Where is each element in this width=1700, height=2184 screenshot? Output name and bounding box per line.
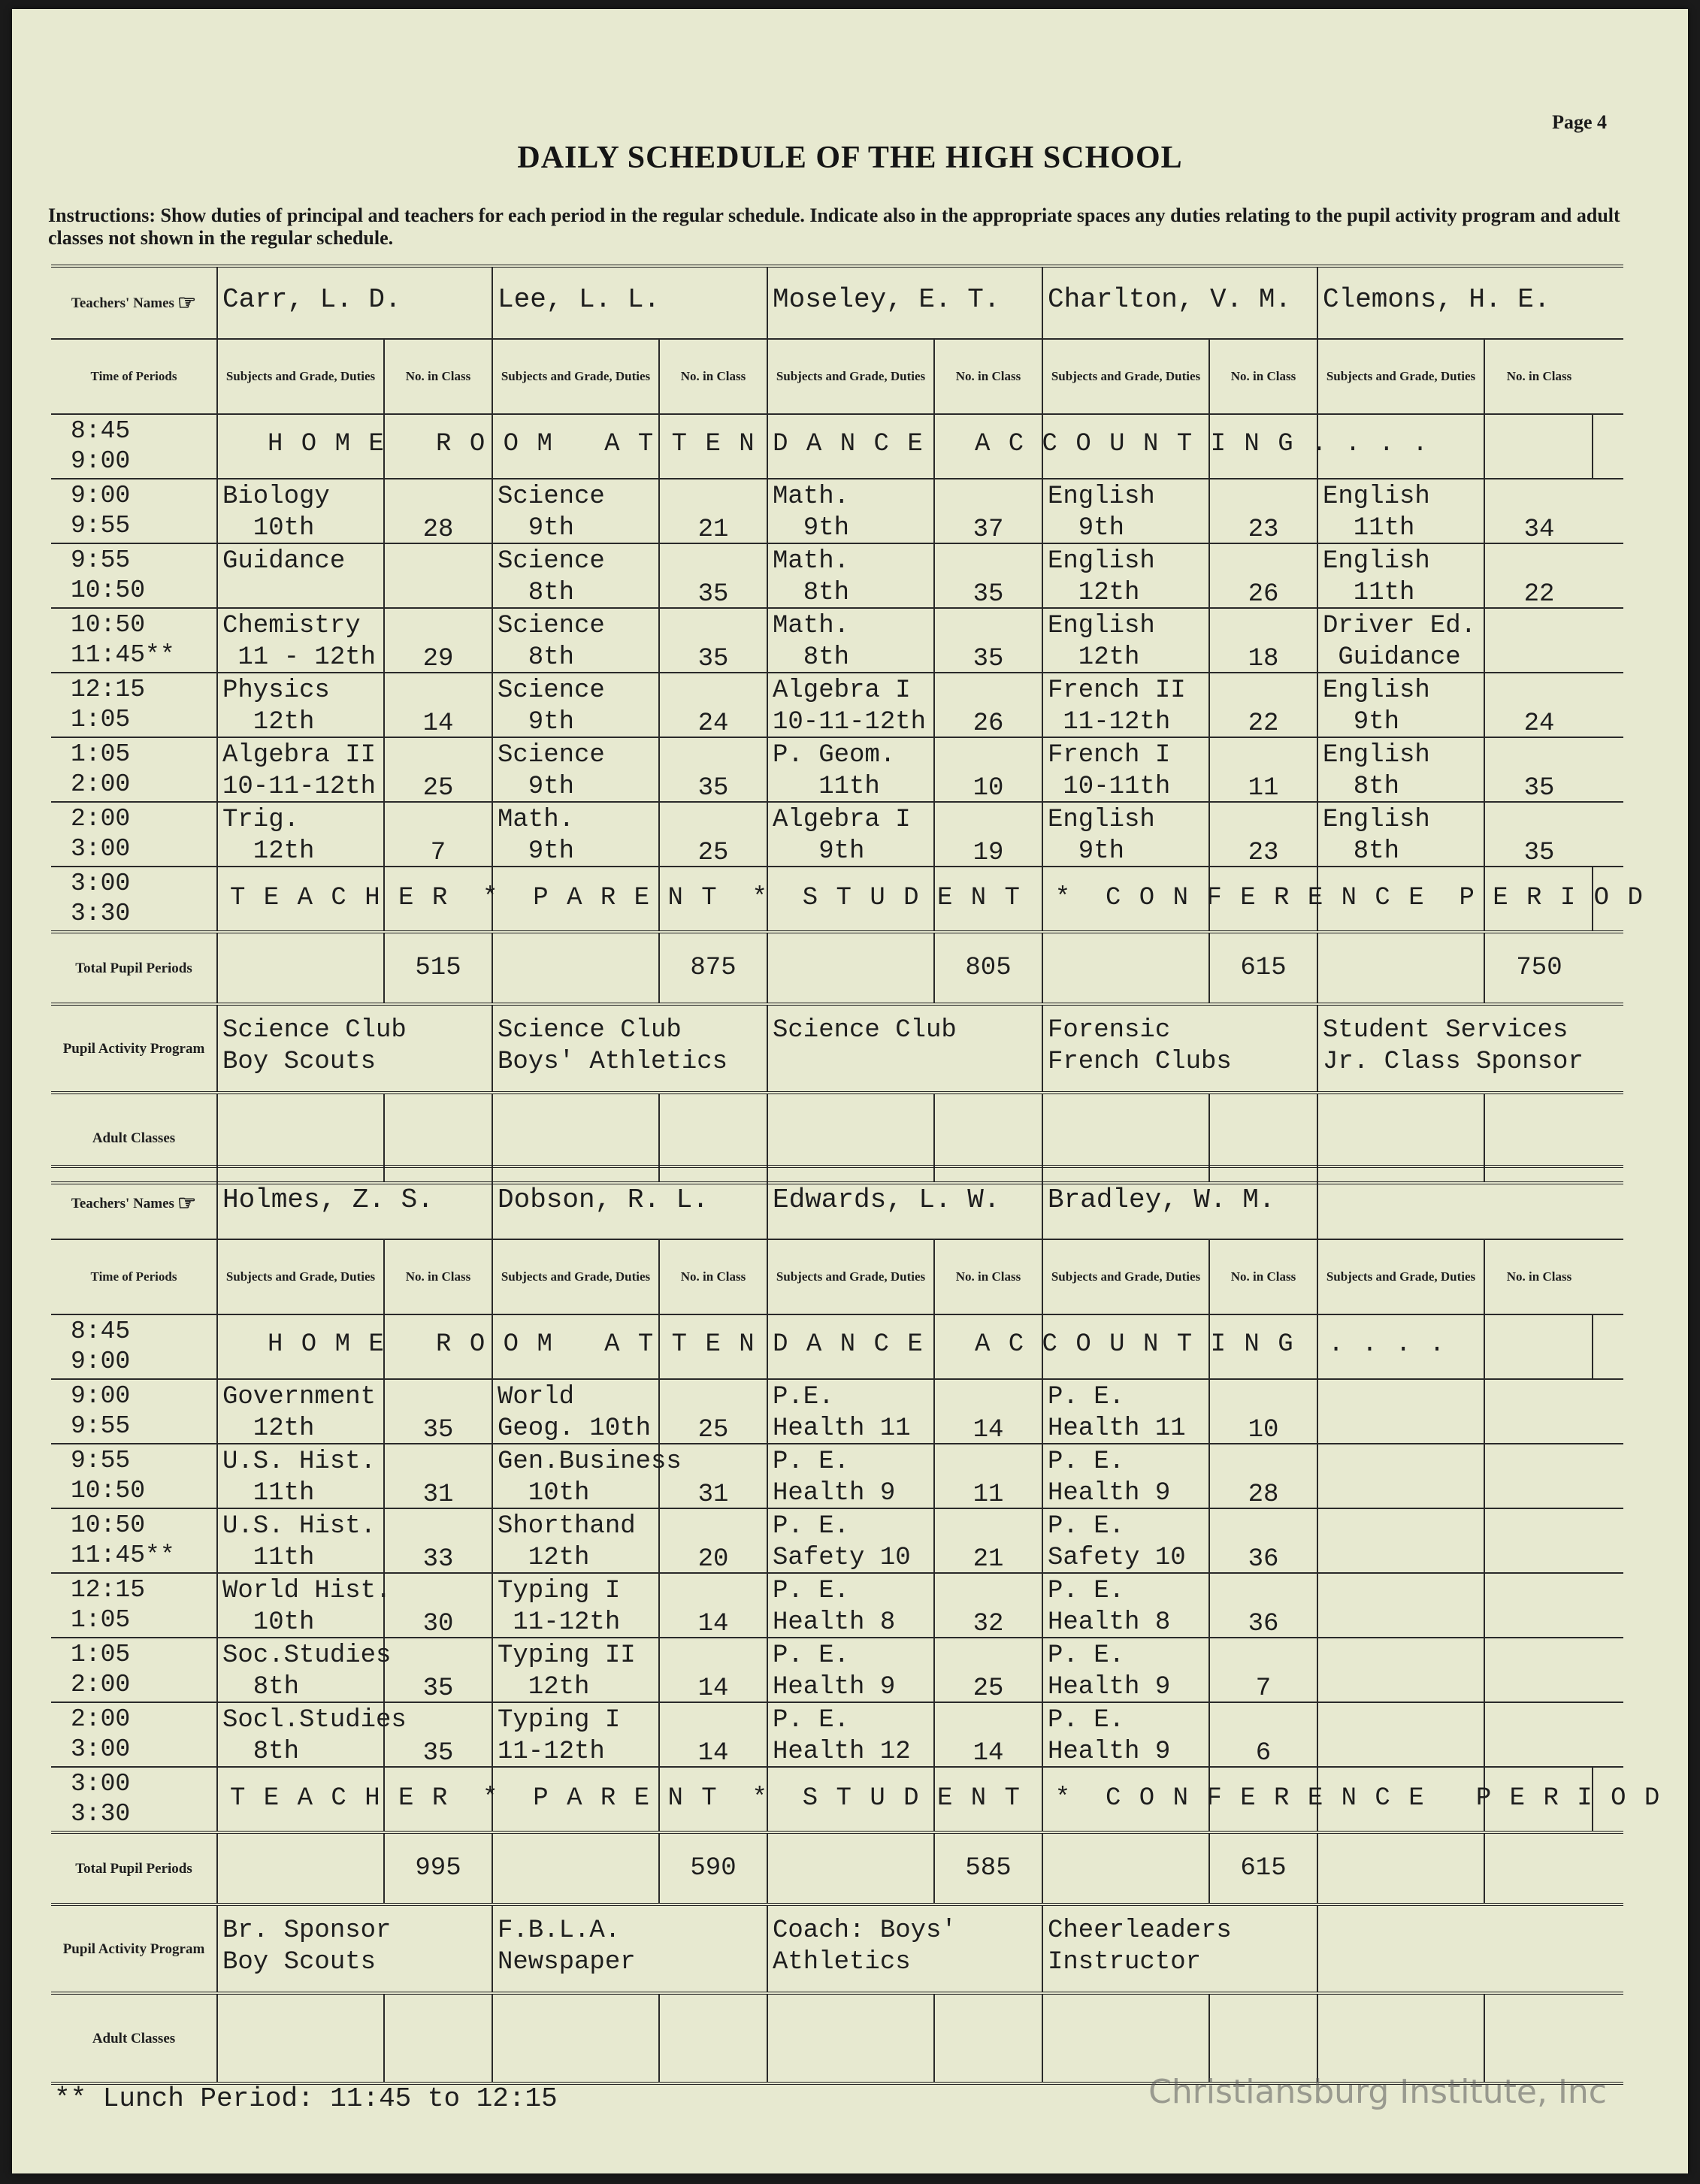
teacher-name: Lee, L. L. xyxy=(493,268,768,338)
activity-cell: F.B.L.A. Newspaper xyxy=(493,1906,768,1992)
conference-row xyxy=(51,1768,1662,1834)
subjects-header: Subjects and Grade, Duties xyxy=(1318,340,1485,413)
column-header-row xyxy=(51,1240,1623,1315)
total-value: 805 xyxy=(935,933,1043,1003)
empty-cell xyxy=(218,933,385,1003)
conference-banner: T E A C H E R * P A R E N T * S T U D E N T * C O N F E R E N C E P E R I O D xyxy=(230,1784,1662,1813)
subject-cell: Science 9th xyxy=(493,479,660,543)
class-count-cell: 32 xyxy=(935,1574,1043,1637)
period-time: 12:15 1:05 xyxy=(51,673,218,737)
pupil-activity-row xyxy=(51,1006,1623,1094)
subject-cell: English 9th xyxy=(1043,479,1210,543)
class-count-cell: 7 xyxy=(385,803,493,866)
pupil-activity-row xyxy=(51,1906,1623,1995)
subject-cell xyxy=(1318,1509,1485,1572)
conference-time: 3:00 3:30 xyxy=(51,1768,218,1831)
class-count-cell: 20 xyxy=(660,1509,768,1572)
class-count-cell xyxy=(1485,1574,1593,1637)
subject-cell xyxy=(1318,1703,1485,1766)
class-count-cell: 25 xyxy=(385,738,493,801)
no-in-class-header: No. in Class xyxy=(385,1240,493,1314)
subject-cell: P. E. Safety 10 xyxy=(768,1509,935,1572)
period-row xyxy=(51,544,1623,609)
subject-cell: Math. 8th xyxy=(768,544,935,607)
no-in-class-header: No. in Class xyxy=(1210,1240,1318,1314)
class-count-cell xyxy=(1485,1380,1593,1443)
conference-banner: T E A C H E R * P A R E N T * S T U D E N T * C O N F E R E N C E P E R I O D xyxy=(230,884,1644,912)
class-count-cell: 35 xyxy=(660,738,768,801)
class-count-cell: 22 xyxy=(1523,580,1555,609)
class-count-cell: 35 xyxy=(385,1380,493,1443)
subject-cell: P. E. Health 9 xyxy=(768,1638,935,1702)
activity-cell: Science Club Boys' Athletics xyxy=(493,1006,768,1091)
empty-cell xyxy=(768,933,935,1003)
no-in-class-header: No. in Class xyxy=(385,340,493,413)
period-row xyxy=(51,1380,1623,1444)
homeroom-row xyxy=(51,415,1623,479)
empty-cell xyxy=(1043,1995,1210,2082)
empty-cell xyxy=(385,1995,493,2082)
class-count-cell xyxy=(385,544,493,607)
subject-cell xyxy=(1318,1444,1485,1508)
total-pupil-periods-row xyxy=(51,933,1623,1006)
empty-cell xyxy=(1485,1995,1593,2082)
class-count-cell: 22 xyxy=(1210,673,1318,737)
total-pupil-periods-row xyxy=(51,1834,1623,1906)
subject-cell: P. E. Safety 10 xyxy=(1043,1509,1210,1572)
homeroom-banner: H O M E R O O M A T T E N D A N C E A C C O U N T I N G . . . . xyxy=(268,430,1429,458)
subject-cell: French II 11-12th xyxy=(1043,673,1210,737)
class-count-cell: 35 xyxy=(935,544,1043,607)
activity-cell: Coach: Boys' Athletics xyxy=(768,1906,1043,1992)
pointing-hand-icon: ☞ xyxy=(177,1191,197,1215)
period-row xyxy=(51,609,1623,673)
activity-cell: Forensic French Clubs xyxy=(1043,1006,1318,1091)
no-in-class-header: No. in Class xyxy=(1506,369,1572,383)
class-count-cell: 24 xyxy=(660,673,768,737)
subject-cell: Algebra I 9th xyxy=(768,803,935,866)
class-count-cell: 33 xyxy=(385,1509,493,1572)
class-count-cell: 7 xyxy=(1210,1638,1318,1702)
class-count-cell: 14 xyxy=(935,1703,1043,1766)
subjects-header: Subjects and Grade, Duties xyxy=(1043,340,1210,413)
class-count-cell: 11 xyxy=(1210,738,1318,801)
subject-cell: Physics 12th xyxy=(218,673,385,737)
teacher-name: Bradley, W. M. xyxy=(1043,1168,1318,1239)
empty-cell xyxy=(1043,933,1210,1003)
class-count-cell: 24 xyxy=(1523,709,1555,738)
teachers-names-text: Teachers' Names xyxy=(71,295,174,311)
subjects-header: Subjects and Grade, Duties xyxy=(1043,1240,1210,1314)
subject-cell: Gen.Business 10th xyxy=(493,1444,660,1508)
class-count-cell: 35 xyxy=(935,609,1043,672)
instructions: Instructions: Show duties of principal and teachers for each period in the regular schedule. Indicate also in the appropriate spaces any duties relating to the pupil activity program and adult classes not shown in the regular schedule. xyxy=(48,204,1620,249)
teacher-names-row xyxy=(51,1168,1623,1240)
subjects-header: Subjects and Grade, Duties xyxy=(218,340,385,413)
total-pupil-periods-label: Total Pupil Periods xyxy=(51,1834,218,1903)
subject-cell: U.S. Hist. 11th xyxy=(218,1509,385,1572)
class-count-cell: 28 xyxy=(1210,1444,1318,1508)
empty-cell xyxy=(1210,1995,1318,2082)
subject-cell: Driver Ed. Guidance xyxy=(1318,609,1485,672)
period-row xyxy=(51,673,1623,738)
teacher-names-row xyxy=(51,268,1623,340)
homeroom-time: 8:45 9:00 xyxy=(51,415,218,478)
class-count-cell: 10 xyxy=(1210,1380,1318,1443)
subject-cell: Government 12th xyxy=(218,1380,385,1443)
conference-time: 3:00 3:30 xyxy=(51,867,218,930)
time-of-periods-header: Time of Periods xyxy=(51,340,218,413)
page-title: DAILY SCHEDULE OF THE HIGH SCHOOL xyxy=(517,141,1183,175)
subject-cell: Typing I 11-12th xyxy=(493,1574,660,1637)
no-in-class-header: No. in Class xyxy=(1210,340,1318,413)
class-count-cell: 25 xyxy=(660,803,768,866)
class-count-cell: 28 xyxy=(385,479,493,543)
empty-cell xyxy=(1485,415,1593,478)
class-count-cell: 10 xyxy=(935,738,1043,801)
subject-cell xyxy=(1318,1574,1485,1637)
period-time: 2:00 3:00 xyxy=(51,803,218,866)
subject-cell: English 11th xyxy=(1318,479,1485,543)
class-count-cell xyxy=(1485,1638,1593,1702)
subject-cell: Science 9th xyxy=(493,673,660,737)
class-count-cell xyxy=(1485,1509,1593,1572)
period-time: 1:05 2:00 xyxy=(51,738,218,801)
total-value xyxy=(1485,1834,1593,1903)
class-count-cell: 30 xyxy=(385,1574,493,1637)
class-count-cell: 35 xyxy=(385,1638,493,1702)
teacher-name: Edwards, L. W. xyxy=(768,1168,1043,1239)
class-count-cell: 14 xyxy=(935,1380,1043,1443)
subject-cell: Science 8th xyxy=(493,609,660,672)
no-in-class-header: No. in Class xyxy=(935,1240,1043,1314)
teachers-names-label xyxy=(51,268,218,338)
subject-cell: P. E. Health 8 xyxy=(1043,1574,1210,1637)
period-time: 9:00 9:55 xyxy=(51,1380,218,1443)
document-sheet xyxy=(12,9,1688,2173)
empty-cell xyxy=(493,933,660,1003)
total-value: 995 xyxy=(385,1834,493,1903)
subjects-header: Subjects and Grade, Duties xyxy=(218,1240,385,1314)
total-value: 515 xyxy=(385,933,493,1003)
subject-cell: Typing II 12th xyxy=(493,1638,660,1702)
subject-cell: English 11th xyxy=(1318,544,1485,607)
period-time: 2:00 3:00 xyxy=(51,1703,218,1766)
class-count-cell: 14 xyxy=(660,1574,768,1637)
pupil-activity-label: Pupil Activity Program xyxy=(51,1906,218,1992)
schedule-table-1 xyxy=(51,265,1644,1184)
class-count-cell: 14 xyxy=(660,1703,768,1766)
class-count-cell: 31 xyxy=(660,1444,768,1508)
subject-cell: English 8th xyxy=(1318,738,1485,801)
subject-cell: P.E. Health 11 xyxy=(768,1380,935,1443)
adult-classes-label: Adult Classes xyxy=(51,1995,218,2082)
no-in-class-header: No. in Class xyxy=(935,340,1043,413)
subject-cell: French I 10-11th xyxy=(1043,738,1210,801)
total-value: 875 xyxy=(660,933,768,1003)
time-of-periods-header: Time of Periods xyxy=(51,1240,218,1314)
class-count-cell: 26 xyxy=(1210,544,1318,607)
period-row xyxy=(51,803,1623,867)
class-count-cell: 21 xyxy=(935,1509,1043,1572)
subject-cell: Chemistry 11 - 12th xyxy=(218,609,385,672)
class-count-cell: 25 xyxy=(935,1638,1043,1702)
period-time: 1:05 2:00 xyxy=(51,1638,218,1702)
class-count-cell: 23 xyxy=(1210,479,1318,543)
homeroom-time: 8:45 9:00 xyxy=(51,1315,218,1378)
period-row xyxy=(51,1703,1623,1768)
class-count-cell: 35 xyxy=(1523,839,1555,867)
teacher-name: Carr, L. D. xyxy=(218,268,493,338)
empty-cell xyxy=(493,1995,660,2082)
homeroom-banner: H O M E R O O M A T T E N D A N C E A C C O U N T I N G . . . . xyxy=(268,1330,1447,1359)
class-count-cell xyxy=(1485,609,1593,672)
empty-cell xyxy=(1318,1995,1485,2082)
subject-cell: U.S. Hist. 11th xyxy=(218,1444,385,1508)
total-value: 585 xyxy=(935,1834,1043,1903)
conference-row xyxy=(51,867,1644,933)
empty-cell xyxy=(493,1834,660,1903)
no-in-class-header: No. in Class xyxy=(1506,1269,1572,1284)
period-row xyxy=(51,1444,1623,1509)
subjects-header: Subjects and Grade, Duties xyxy=(493,340,660,413)
teacher-name: Holmes, Z. S. xyxy=(218,1168,493,1239)
empty-cell xyxy=(218,1834,385,1903)
total-value: 590 xyxy=(660,1834,768,1903)
lunch-footnote: ** Lunch Period: 11:45 to 12:15 xyxy=(54,2083,558,2114)
subjects-header: Subjects and Grade, Duties xyxy=(493,1240,660,1314)
empty-cell xyxy=(935,1995,1043,2082)
no-in-class-header: No. in Class xyxy=(660,340,768,413)
class-count-cell: 35 xyxy=(1523,774,1555,803)
empty-cell xyxy=(1318,933,1485,1003)
subjects-header: Subjects and Grade, Duties xyxy=(768,340,935,413)
subject-cell: Math. 9th xyxy=(493,803,660,866)
total-value: 615 xyxy=(1210,933,1318,1003)
activity-cell: Science Club Boy Scouts xyxy=(218,1006,493,1091)
subject-cell xyxy=(1318,1380,1485,1443)
total-pupil-periods-label: Total Pupil Periods xyxy=(51,933,218,1003)
empty-cell xyxy=(1318,1834,1485,1903)
subject-cell xyxy=(1318,1638,1485,1702)
pupil-activity-label: Pupil Activity Program xyxy=(51,1006,218,1091)
subject-cell: P. E. Health 9 xyxy=(768,1444,935,1508)
subject-cell: P. E. Health 11 xyxy=(1043,1380,1210,1443)
empty-cell xyxy=(218,1995,385,2082)
subject-cell: English 9th xyxy=(1043,803,1210,866)
class-count-cell: 11 xyxy=(935,1444,1043,1508)
class-count-cell: 36 xyxy=(1210,1574,1318,1637)
empty-cell xyxy=(768,1995,935,2082)
period-time: 12:15 1:05 xyxy=(51,1574,218,1637)
activity-cell xyxy=(1318,1906,1593,1992)
empty-cell xyxy=(660,1995,768,2082)
class-count-cell: 23 xyxy=(1210,803,1318,866)
subject-cell: Math. 9th xyxy=(768,479,935,543)
class-count-cell: 31 xyxy=(385,1444,493,1508)
total-value: 615 xyxy=(1210,1834,1318,1903)
page-number: Page 4 xyxy=(1552,111,1607,133)
class-count-cell: 21 xyxy=(660,479,768,543)
subject-cell: Science 9th xyxy=(493,738,660,801)
teachers-names-text: Teachers' Names xyxy=(71,1195,174,1211)
class-count-cell: 18 xyxy=(1210,609,1318,672)
activity-cell: Br. Sponsor Boy Scouts xyxy=(218,1906,493,1992)
period-row xyxy=(51,479,1623,544)
total-value: 750 xyxy=(1516,954,1562,982)
teacher-name: Charlton, V. M. xyxy=(1043,268,1318,338)
class-count-cell: 14 xyxy=(385,673,493,737)
class-count-cell: 29 xyxy=(385,609,493,672)
subject-cell: P. E. Health 9 xyxy=(1043,1638,1210,1702)
class-count-cell xyxy=(1485,1444,1593,1508)
class-count-cell: 37 xyxy=(935,479,1043,543)
period-time: 10:50 11:45** xyxy=(51,609,218,672)
subject-cell: English 8th xyxy=(1318,803,1485,866)
column-header-row xyxy=(51,340,1623,415)
subject-cell: Algebra II 10-11-12th xyxy=(218,738,385,801)
period-row xyxy=(51,1509,1623,1574)
class-count-cell: 36 xyxy=(1210,1509,1318,1572)
subject-cell: English 12th xyxy=(1043,544,1210,607)
schedule-table-2 xyxy=(51,1165,1662,2085)
subject-cell: Science 8th xyxy=(493,544,660,607)
class-count-cell: 19 xyxy=(935,803,1043,866)
subject-cell: World Geog. 10th xyxy=(493,1380,660,1443)
teacher-name: Moseley, E. T. xyxy=(768,268,1043,338)
subjects-header: Subjects and Grade, Duties xyxy=(768,1240,935,1314)
period-time: 9:55 10:50 xyxy=(51,1444,218,1508)
activity-cell: Cheerleaders Instructor xyxy=(1043,1906,1318,1992)
class-count-cell: 14 xyxy=(660,1638,768,1702)
homeroom-row xyxy=(51,1315,1623,1380)
teacher-name xyxy=(1318,1168,1593,1239)
class-count-cell: 25 xyxy=(660,1380,768,1443)
subject-cell: Socl.Studies 8th xyxy=(218,1703,385,1766)
teacher-name: Clemons, H. E. xyxy=(1323,284,1550,315)
subject-cell: P. E. Health 9 xyxy=(1043,1703,1210,1766)
subject-cell: P. E. Health 8 xyxy=(768,1574,935,1637)
period-row xyxy=(51,738,1623,803)
no-in-class-header: No. in Class xyxy=(660,1240,768,1314)
empty-cell xyxy=(1043,1834,1210,1903)
subject-cell: Trig. 12th xyxy=(218,803,385,866)
watermark: Christiansburg Institute, Inc xyxy=(1148,2073,1607,2111)
subject-cell: Math. 8th xyxy=(768,609,935,672)
subject-cell: Shorthand 12th xyxy=(493,1509,660,1572)
period-row xyxy=(51,1574,1623,1638)
empty-cell xyxy=(1485,1315,1593,1378)
class-count-cell xyxy=(1485,1703,1593,1766)
class-count-cell: 6 xyxy=(1210,1703,1318,1766)
period-time: 10:50 11:45** xyxy=(51,1509,218,1572)
adult-classes-row xyxy=(51,1995,1623,2082)
subject-cell: P. E. Health 9 xyxy=(1043,1444,1210,1508)
activity-cell: Science Club xyxy=(768,1006,1043,1091)
subject-cell: Biology 10th xyxy=(218,479,385,543)
class-count-cell: 35 xyxy=(660,544,768,607)
subject-cell: English 9th xyxy=(1318,673,1485,737)
class-count-cell: 35 xyxy=(660,609,768,672)
subject-cell: Soc.Studies 8th xyxy=(218,1638,385,1702)
subject-cell: P. E. Health 12 xyxy=(768,1703,935,1766)
adult-classes-label: Adult Classes xyxy=(51,1094,218,1181)
period-time: 9:55 10:50 xyxy=(51,544,218,607)
class-count-cell: 26 xyxy=(935,673,1043,737)
subject-cell: Algebra I 10-11-12th xyxy=(768,673,935,737)
class-count-cell: 34 xyxy=(1523,516,1555,544)
empty-cell xyxy=(768,1834,935,1903)
subject-cell: English 12th xyxy=(1043,609,1210,672)
teacher-name: Dobson, R. L. xyxy=(493,1168,768,1239)
teachers-names-label xyxy=(51,1168,218,1239)
subject-cell: Guidance xyxy=(218,544,385,607)
period-time: 9:00 9:55 xyxy=(51,479,218,543)
subject-cell: P. Geom. 11th xyxy=(768,738,935,801)
activity-cell: Student Services Jr. Class Sponsor xyxy=(1323,1016,1584,1076)
pointing-hand-icon: ☞ xyxy=(177,291,197,315)
subjects-header: Subjects and Grade, Duties xyxy=(1318,1240,1485,1314)
subject-cell: Typing I 11-12th xyxy=(493,1703,660,1766)
class-count-cell: 35 xyxy=(385,1703,493,1766)
subject-cell: World Hist. 10th xyxy=(218,1574,385,1637)
period-row xyxy=(51,1638,1623,1703)
